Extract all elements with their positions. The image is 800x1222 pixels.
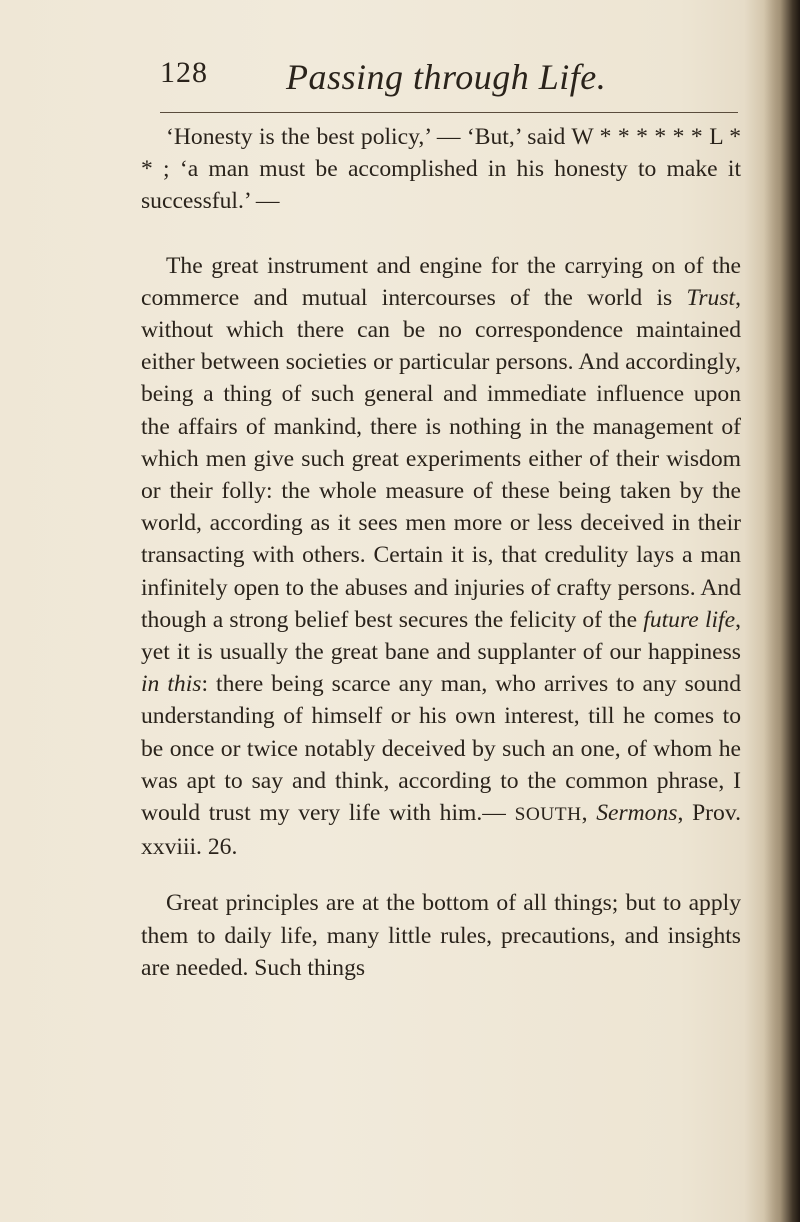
principles-text: Great principles are at the bottom of all things; but to apply them to daily life, many little rules, precautions, and insights are needed. Such things (141, 890, 741, 981)
text-segment: , without which there can be no correspondence maintained either between societies or particular persons. And accordingly, being a thing of such general and immediate influence upon the affairs of mankind, there is nothing in the management of which men give such great experiments either of their wisdom or their folly: the whole measure of these being taken by the world, according as it sees men more or less deceived in their transacting with others. Certain it is, that credulity lays a man infinitely open to the abuses and injuries of crafty persons. And though a strong belief best secures the felicity of the (141, 284, 741, 633)
header-rule (160, 112, 738, 113)
text-segment: The great instrument and engine for the carrying on of the commerce and mutual intercourses of the world is (141, 252, 741, 311)
page-header (160, 56, 760, 104)
paragraph-epigraph (141, 121, 741, 218)
text-segment: , yet it is usually the great bane and supplanter of our happiness (141, 606, 741, 666)
text-segment: : there being scarce any man, who arrives to any sound understanding of himself or his own interest, till he comes to be once or twice notably deceived by such an one, of whom he was apt to say and think, according to the common phrase, I would trust my very life with him.— (141, 671, 741, 827)
citation: , Prov. xxviii. 26. (141, 800, 742, 861)
paragraph-south-quote (141, 250, 741, 864)
work-title: Sermons (596, 800, 678, 827)
running-title: Passing through Life. (286, 57, 607, 97)
italic-future-life: future life (643, 606, 736, 633)
paragraph-principles (141, 887, 741, 984)
body-text (141, 121, 741, 984)
page-number: 128 (160, 56, 208, 89)
author-name: SOUTH (514, 804, 582, 826)
text-segment: , (581, 800, 597, 827)
italic-trust: Trust (686, 284, 736, 311)
epigraph-text: ‘Honesty is the best policy,’ — ‘But,’ said W * * * * * * L * * ; ‘a man must be accomplished in his honesty to make it successful.’ — (141, 124, 741, 215)
binding-shadow (764, 0, 800, 1222)
italic-in-this: in this (141, 671, 202, 698)
